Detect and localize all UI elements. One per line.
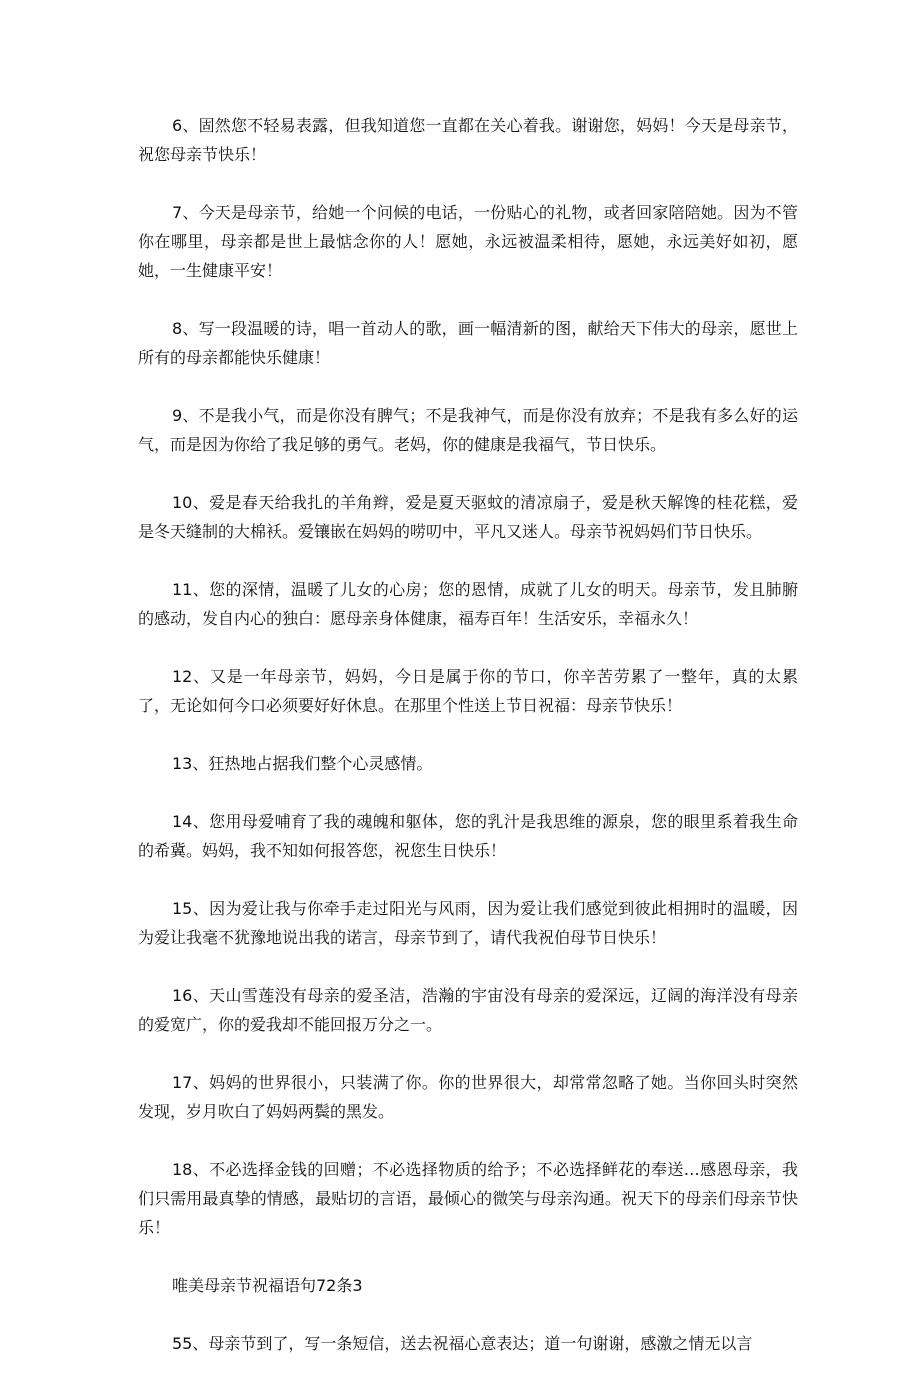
paragraph-15: 15、因为爱让我与你牵手走过阳光与风雨，因为爱让我们感觉到彼此相拥时的温暖，因为爱让我毫不犹豫地说出我的诺言，母亲节到了，请代我祝伯母节日快乐！ [138, 899, 798, 947]
paragraph-14: 14、您用母爱哺育了我的魂魄和躯体，您的乳汁是我思维的源泉，您的眼里系着我生命的希冀。妈妈，我不知如何报答您，祝您生日快乐！ [138, 812, 798, 860]
paragraph-8: 8、写一段温暖的诗，唱一首动人的歌，画一幅清新的图，献给天下伟大的母亲，愿世上所有的母亲都能快乐健康！ [138, 319, 798, 367]
paragraph-6: 6、固然您不轻易表露，但我知道您一直都在关心着我。谢谢您，妈妈！今天是母亲节，祝您母亲节快乐！ [138, 116, 798, 164]
paragraph-17: 17、妈妈的世界很小，只装满了你。你的世界很大，却常常忽略了她。当你回头时突然发现，岁月吹白了妈妈两鬓的黑发。 [138, 1073, 798, 1121]
paragraph-9: 9、不是我小气，而是你没有脾气；不是我神气，而是你没有放弃；不是我有多么好的运气，而是因为你给了我足够的勇气。老妈，你的健康是我福气，节日快乐。 [138, 406, 798, 454]
paragraph-13: 13、狂热地占据我们整个心灵感情。 [172, 754, 433, 773]
paragraph-18: 18、不必选择金钱的回赠；不必选择物质的给予；不必选择鲜花的奉送…感恩母亲，我们只需用最真挚的情感，最贴切的言语，最倾心的微笑与母亲沟通。祝天下的母亲们母亲节快乐！ [138, 1160, 798, 1237]
paragraph-12: 12、又是一年母亲节，妈妈，今日是属于你的节口，你辛苦劳累了一整年，真的太累了，无论如何今口必须要好好休息。在那里个性送上节日祝福：母亲节快乐！ [138, 667, 798, 715]
paragraph-11: 11、您的深情，温暖了儿女的心房；您的恩情，成就了儿女的明天。母亲节，发且肺腑的感动，发自内心的独白：愿母亲身体健康，福寿百年！生活安乐，幸福永久！ [138, 580, 798, 628]
paragraph-55: 55、母亲节到了，写一条短信，送去祝福心意表达；道一句谢谢，感激之情无以言 [172, 1334, 753, 1353]
document-body [138, 111, 798, 1387]
section-heading: 唯美母亲节祝福语句72条3 [172, 1276, 363, 1295]
paragraph-7: 7、今天是母亲节，给她一个问候的电话，一份贴心的礼物，或者回家陪陪她。因为不管你在哪里，母亲都是世上最惦念你的人！愿她，永远被温柔相待，愿她，永远美好如初，愿她，一生健康平安！ [138, 203, 798, 280]
paragraph-16: 16、天山雪莲没有母亲的爱圣洁，浩瀚的宇宙没有母亲的爱深远，辽阔的海洋没有母亲的爱宽广，你的爱我却不能回报万分之一。 [138, 986, 798, 1034]
paragraph-10: 10、爱是春天给我扎的羊角辫，爱是夏天驱蚊的清凉扇子，爱是秋天解馋的桂花糕，爱是冬天缝制的大棉袄。爱镶嵌在妈妈的唠叨中，平凡又迷人。母亲节祝妈妈们节日快乐。 [138, 493, 798, 541]
